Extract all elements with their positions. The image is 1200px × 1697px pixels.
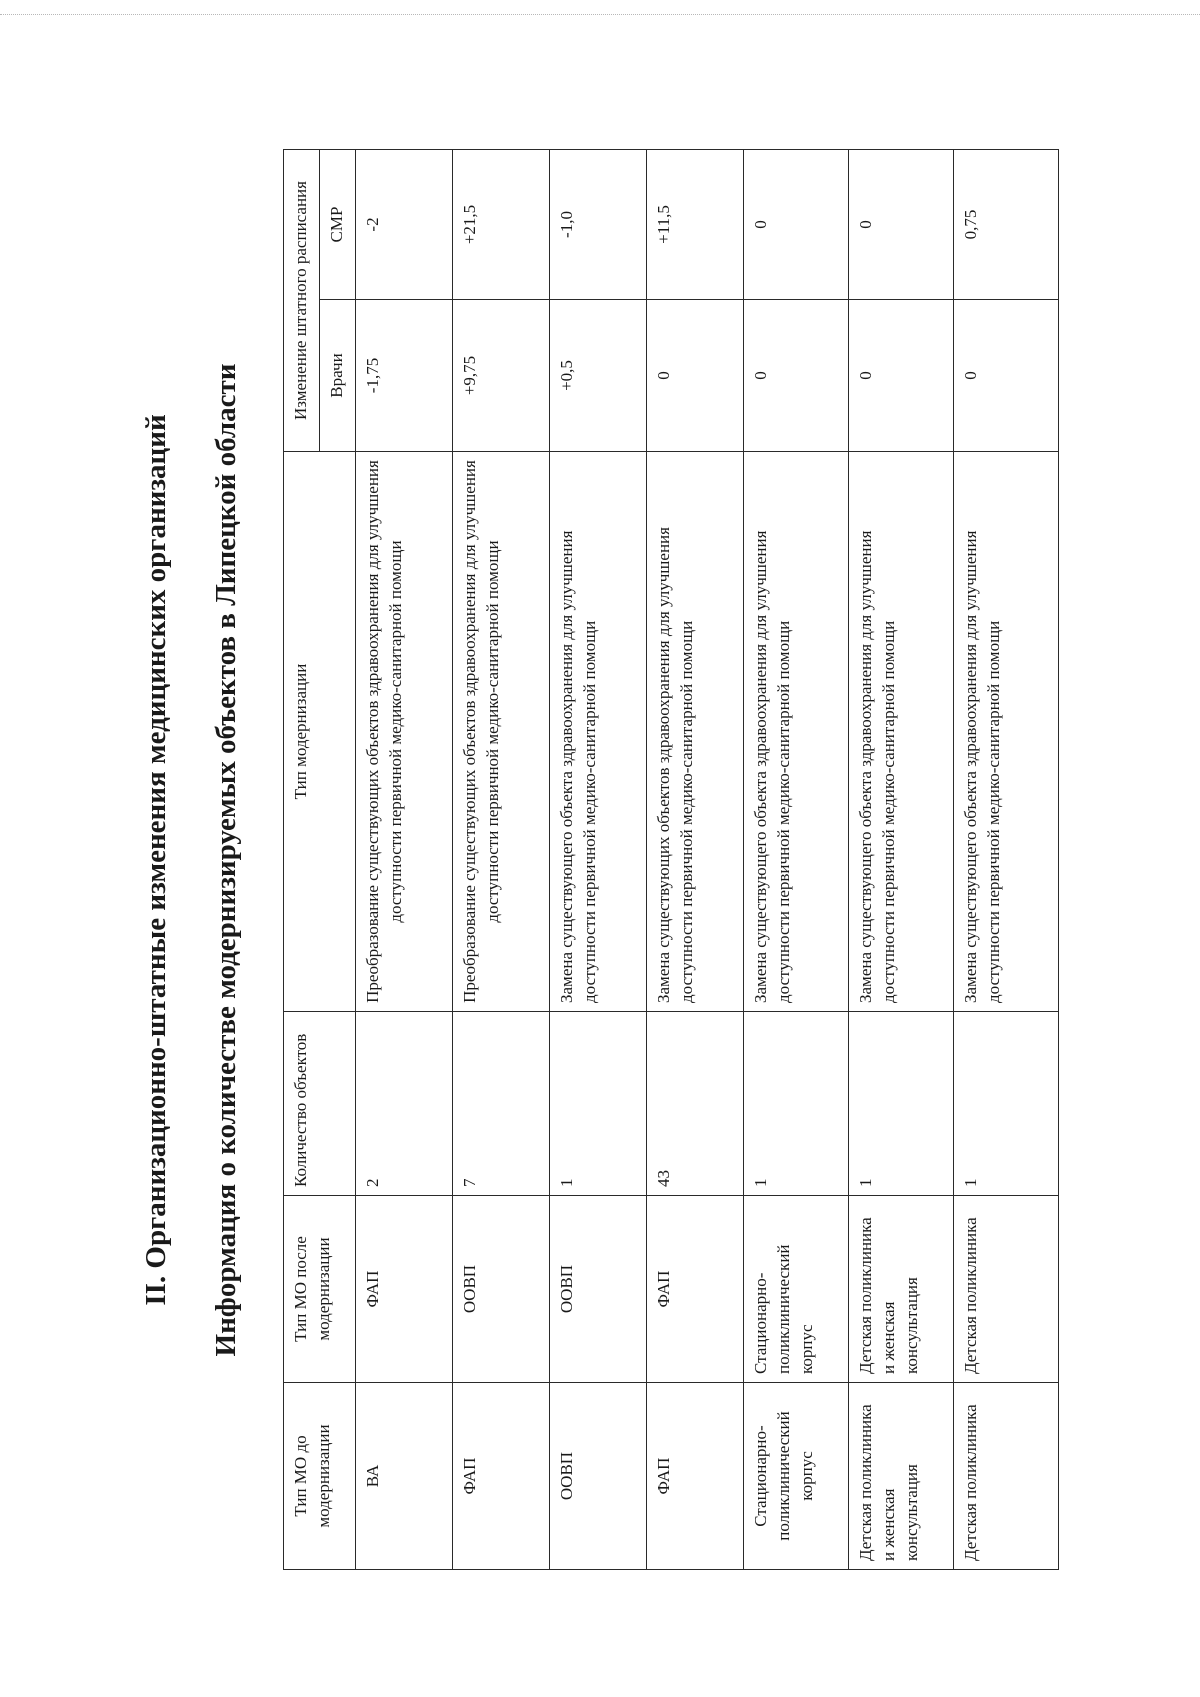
cell-type: Замена существующих объектов здравоохранения для улучшения доступности первичной медико-санитарной помощи (646, 452, 743, 1012)
table-row (646, 149, 743, 1569)
cell-smr: 0 (848, 149, 953, 299)
cell-doctors: 0 (848, 300, 953, 452)
cell-smr: -1,0 (549, 149, 646, 299)
cell-doctors: -1,75 (355, 300, 452, 452)
cell-count: 1 (848, 1012, 953, 1196)
cell-count: 7 (452, 1012, 549, 1196)
cell-after: Детская поликлиника (953, 1196, 1058, 1383)
cell-before: ФАП (646, 1383, 743, 1570)
table-row (743, 149, 848, 1569)
cell-doctors: 0 (743, 300, 848, 452)
cell-smr: -2 (355, 149, 452, 299)
cell-type: Замена существующего объекта здравоохранения для улучшения доступности первичной медико-санитарной помощи (743, 452, 848, 1012)
cell-count: 43 (646, 1012, 743, 1196)
cell-after: Стационарно-поликлинический корпус (743, 1196, 848, 1383)
cell-before: ФАП (452, 1383, 549, 1570)
page-title: II. Организационно-штатные изменения медицинских организаций (140, 414, 172, 1306)
cell-doctors: +9,75 (452, 300, 549, 452)
cell-doctors: 0 (646, 300, 743, 452)
modernization-table (283, 149, 1059, 1570)
cell-smr: +11,5 (646, 149, 743, 299)
cell-smr: +21,5 (452, 149, 549, 299)
cell-smr: 0,75 (953, 149, 1058, 299)
cell-after: ООВП (452, 1196, 549, 1383)
cell-count: 1 (549, 1012, 646, 1196)
cell-doctors: +0,5 (549, 300, 646, 452)
cell-before: Стационарно-поликлинический корпус (743, 1383, 848, 1570)
header-count: Количество объектов (284, 1012, 356, 1196)
table-row (452, 149, 549, 1569)
cell-doctors: 0 (953, 300, 1058, 452)
table-row (549, 149, 646, 1569)
cell-before: ООВП (549, 1383, 646, 1570)
cell-count: 1 (743, 1012, 848, 1196)
cell-count: 1 (953, 1012, 1058, 1196)
cell-after: ФАП (355, 1196, 452, 1383)
rotated-page-content (140, 150, 1120, 1570)
header-smr: СМР (319, 149, 355, 299)
header-type: Тип модернизации (284, 452, 356, 1012)
cell-after: Детская поликлиника и женская консультация (848, 1196, 953, 1383)
cell-type: Замена существующего объекта здравоохранения для улучшения доступности первичной медико-санитарной помощи (953, 452, 1058, 1012)
cell-count: 2 (355, 1012, 452, 1196)
table-row (953, 149, 1058, 1569)
header-staff-change: Изменение штатного расписания (284, 149, 320, 451)
cell-before: Детская поликлиника (953, 1383, 1058, 1570)
header-after: Тип МО после модернизации (284, 1196, 356, 1383)
cell-type: Замена существующего объекта здравоохранения для улучшения доступности первичной медико-санитарной помощи (549, 452, 646, 1012)
cell-before: Детская поликлиника и женская консультация (848, 1383, 953, 1570)
cell-smr: 0 (743, 149, 848, 299)
cell-type: Замена существующего объекта здравоохранения для улучшения доступности первичной медико-санитарной помощи (848, 452, 953, 1012)
cell-type: Преобразование существующих объектов здравоохранения для улучшения доступности первичной медико-санитарной помощи (452, 452, 549, 1012)
cell-after: ООВП (549, 1196, 646, 1383)
table-row (355, 149, 452, 1569)
header-doctors: Врачи (319, 300, 355, 452)
scan-edge-line (0, 14, 1200, 15)
cell-before: ВА (355, 1383, 452, 1570)
cell-after: ФАП (646, 1196, 743, 1383)
header-before: Тип МО до модернизации (284, 1383, 356, 1570)
page-subtitle: Информация о количестве модернизируемых объектов в Липецкой области (210, 363, 242, 1357)
cell-type: Преобразование существующих объектов здравоохранения для улучшения доступности первичной медико-санитарной помощи (355, 452, 452, 1012)
table-row (848, 149, 953, 1569)
